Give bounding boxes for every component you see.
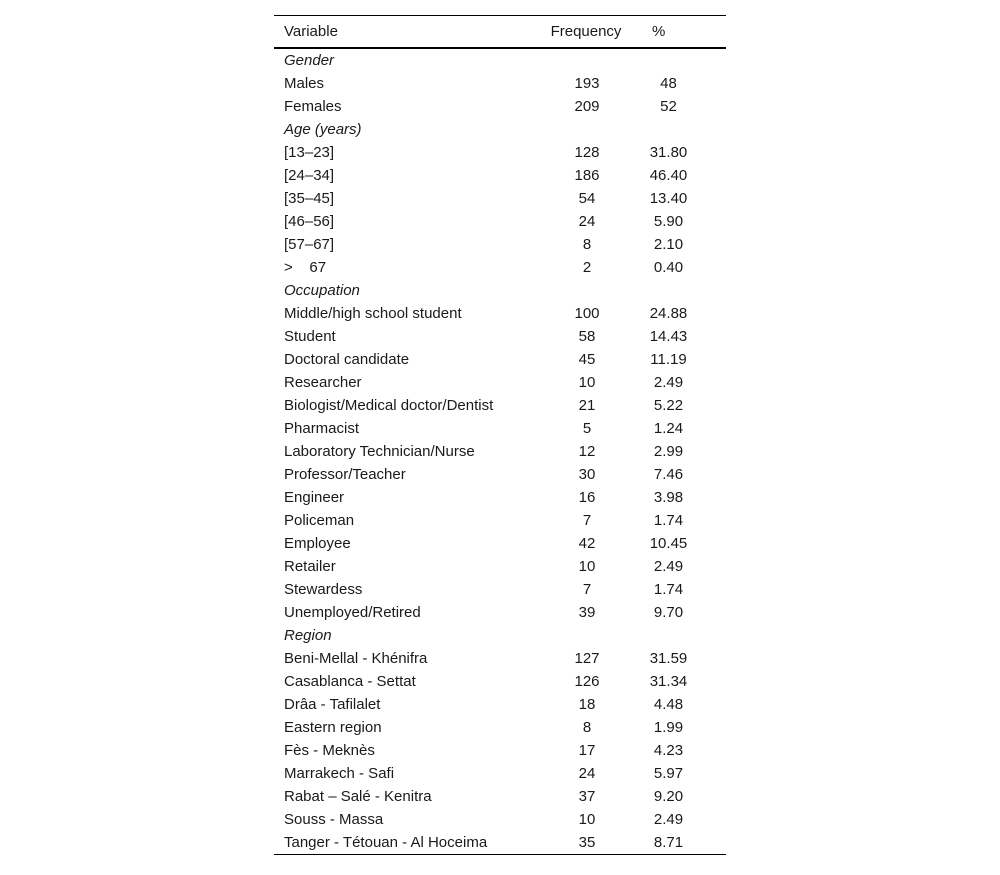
table-row — [274, 739, 726, 762]
frequency-cell: 54 — [578, 190, 596, 207]
table-row — [274, 348, 726, 371]
frequency-cell: 127 — [574, 650, 600, 667]
table-row — [274, 164, 726, 187]
percent-cell: 2.49 — [653, 811, 684, 828]
variable-cell: Student — [284, 328, 336, 345]
percent-cell: 46.40 — [649, 167, 688, 184]
variable-cell: Marrakech - Safi — [284, 765, 395, 782]
header-frequency: Frequency — [536, 16, 636, 49]
header-percent: % — [636, 16, 726, 49]
table-row — [274, 141, 726, 164]
percent-cell: 9.70 — [653, 604, 684, 621]
table-row — [274, 256, 726, 279]
percent-cell: 1.99 — [653, 719, 684, 736]
table-row — [274, 417, 726, 440]
header-row — [274, 16, 726, 49]
percent-cell: 1.24 — [653, 420, 684, 437]
variable-cell: Females — [284, 98, 342, 115]
table-row — [274, 187, 726, 210]
percent-cell: 0.40 — [653, 259, 684, 276]
variable-cell: Laboratory Technician/Nurse — [284, 443, 475, 460]
section-row — [274, 624, 726, 647]
frequency-cell: 37 — [578, 788, 596, 805]
percent-cell: 4.23 — [653, 742, 684, 759]
table-row — [274, 578, 726, 601]
variable-cell: Middle/high school student — [284, 305, 462, 322]
table-row — [274, 670, 726, 693]
table-row — [274, 325, 726, 348]
frequency-cell: 35 — [536, 831, 636, 855]
frequency-cell: 24 — [578, 765, 596, 782]
section-label: Gender — [284, 52, 335, 69]
percent-cell: 48 — [660, 75, 677, 92]
section-label: Age (years) — [284, 121, 362, 138]
variable-cell: Males — [284, 75, 325, 92]
percent-cell: 13.40 — [649, 190, 688, 207]
percent-cell: 4.48 — [653, 696, 684, 713]
section-label: Region — [284, 627, 332, 644]
frequency-cell: 126 — [574, 673, 600, 690]
table-row — [274, 394, 726, 417]
table-row — [274, 601, 726, 624]
variable-cell: Pharmacist — [284, 420, 360, 437]
percent-cell: 14.43 — [649, 328, 688, 345]
percent-cell: 5.97 — [653, 765, 684, 782]
frequency-cell: 5 — [582, 420, 592, 437]
frequency-cell: 7 — [582, 512, 592, 529]
variable-cell: Retailer — [284, 558, 336, 575]
demographics-table-container — [274, 15, 726, 855]
table-row — [274, 555, 726, 578]
variable-cell: [46–56] — [284, 213, 335, 230]
percent-cell: 9.20 — [653, 788, 684, 805]
variable-cell: Unemployed/Retired — [284, 604, 421, 621]
variable-cell: Drâa - Tafilalet — [284, 696, 381, 713]
frequency-cell: 18 — [578, 696, 596, 713]
variable-cell: Employee — [284, 535, 351, 552]
variable-cell: Stewardess — [284, 581, 363, 598]
frequency-cell: 7 — [582, 581, 592, 598]
section-row — [274, 48, 726, 72]
frequency-cell: 10 — [578, 811, 596, 828]
table-row — [274, 693, 726, 716]
table-row — [274, 486, 726, 509]
frequency-cell: 39 — [578, 604, 596, 621]
variable-cell: Casablanca - Settat — [284, 673, 416, 690]
percent-cell: 2.99 — [653, 443, 684, 460]
variable-cell: Researcher — [284, 374, 362, 391]
percent-cell: 8.71 — [636, 831, 726, 855]
table-header — [274, 16, 726, 49]
frequency-cell: 58 — [578, 328, 596, 345]
frequency-cell: 128 — [574, 144, 600, 161]
variable-cell: Policeman — [284, 512, 355, 529]
percent-cell: 2.10 — [653, 236, 684, 253]
table-body — [274, 48, 726, 855]
variable-cell: Fès - Meknès — [284, 742, 375, 759]
table-row — [274, 762, 726, 785]
variable-cell: > 67 — [284, 259, 327, 276]
frequency-cell: 8 — [582, 719, 592, 736]
percent-cell: 5.22 — [653, 397, 684, 414]
frequency-cell: 10 — [578, 558, 596, 575]
percent-cell: 31.59 — [649, 650, 688, 667]
table-row — [274, 233, 726, 256]
table-row — [274, 716, 726, 739]
section-row — [274, 279, 726, 302]
percent-cell: 2.49 — [653, 558, 684, 575]
variable-cell: [35–45] — [284, 190, 335, 207]
variable-cell: [13–23] — [284, 144, 335, 161]
frequency-cell: 186 — [574, 167, 600, 184]
table-row — [274, 72, 726, 95]
variable-cell: [57–67] — [284, 236, 335, 253]
table-row — [274, 808, 726, 831]
demographics-table — [274, 15, 726, 855]
frequency-cell: 100 — [574, 305, 600, 322]
frequency-cell: 2 — [582, 259, 592, 276]
variable-cell: Rabat – Salé - Kenitra — [284, 788, 432, 805]
variable-cell: Souss - Massa — [284, 811, 384, 828]
table-row — [274, 509, 726, 532]
variable-cell: Professor/Teacher — [284, 466, 406, 483]
percent-cell: 31.80 — [649, 144, 688, 161]
percent-cell: 24.88 — [649, 305, 688, 322]
frequency-cell: 17 — [578, 742, 596, 759]
frequency-cell: 24 — [578, 213, 596, 230]
percent-cell: 3.98 — [653, 489, 684, 506]
variable-cell: [24–34] — [284, 167, 335, 184]
variable-cell: Doctoral candidate — [284, 351, 410, 368]
frequency-cell: 45 — [578, 351, 596, 368]
frequency-cell: 12 — [578, 443, 596, 460]
table-row — [274, 463, 726, 486]
table-row — [274, 647, 726, 670]
table-row — [274, 371, 726, 394]
percent-cell: 52 — [660, 98, 677, 115]
percent-cell: 7.46 — [653, 466, 684, 483]
variable-cell: Biologist/Medical doctor/Dentist — [284, 397, 494, 414]
table-row — [274, 95, 726, 118]
variable-cell: Tanger - Tétouan - Al Hoceima — [274, 831, 536, 855]
table-row — [274, 831, 726, 855]
table-row — [274, 440, 726, 463]
percent-cell: 31.34 — [649, 673, 688, 690]
percent-cell: 1.74 — [653, 581, 684, 598]
section-row — [274, 118, 726, 141]
table-row — [274, 532, 726, 555]
frequency-cell: 21 — [578, 397, 596, 414]
percent-cell: 5.90 — [653, 213, 684, 230]
frequency-cell: 8 — [582, 236, 592, 253]
section-label: Occupation — [284, 282, 360, 299]
percent-cell: 11.19 — [650, 351, 687, 368]
table-row — [274, 302, 726, 325]
percent-cell: 10.45 — [649, 535, 688, 552]
variable-cell: Beni-Mellal - Khénifra — [284, 650, 428, 667]
table-row — [274, 210, 726, 233]
variable-cell: Engineer — [284, 489, 345, 506]
percent-cell: 1.74 — [653, 512, 684, 529]
percent-cell: 2.49 — [653, 374, 684, 391]
table-row — [274, 785, 726, 808]
frequency-cell: 209 — [574, 98, 600, 115]
frequency-cell: 16 — [578, 489, 596, 506]
frequency-cell: 30 — [578, 466, 596, 483]
variable-cell: Eastern region — [284, 719, 382, 736]
frequency-cell: 193 — [574, 75, 600, 92]
header-variable: Variable — [274, 16, 536, 49]
frequency-cell: 10 — [578, 374, 596, 391]
frequency-cell: 42 — [578, 535, 596, 552]
